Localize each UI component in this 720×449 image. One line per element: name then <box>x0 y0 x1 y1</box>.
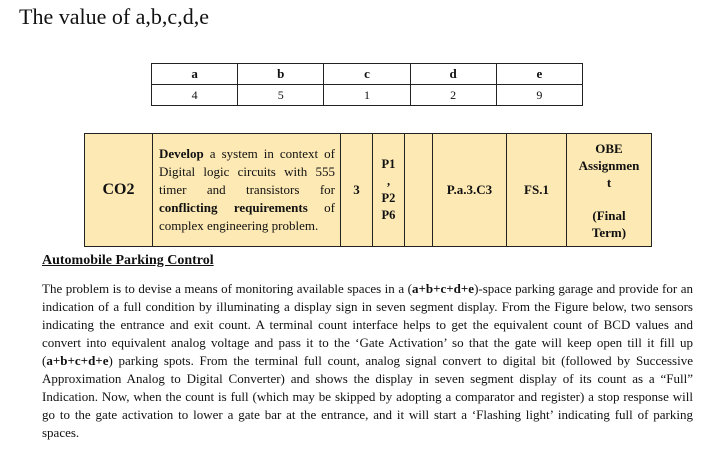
para-s3: ) parking spots. From the terminal full count, analog signal convert to digital bit (followed by Successive Approximation Analog to Digital Converter) and shows the display in seven segment display of its count as a “Full” Indication. Now, when the count is full (which may be skipped by adopting a comparator and register) a stop response will go to the gate activation to lower a gate bar at the entrance, and it will start a ‘Flashing light’ indicating full of parking spaces. <box>42 353 693 440</box>
value-b: 5 <box>238 85 324 106</box>
problem-paragraph <box>42 280 693 442</box>
values-table <box>151 63 583 106</box>
values-row <box>152 85 583 106</box>
value-d: 2 <box>410 85 496 106</box>
value-c: 1 <box>324 85 410 106</box>
obe-line5: Term) <box>591 224 627 240</box>
header-a: a <box>152 64 238 85</box>
po-p2: P2 <box>381 191 396 205</box>
obe-cell <box>567 134 652 247</box>
po-cell <box>373 134 405 247</box>
header-e: e <box>496 64 582 85</box>
obe-line3: t <box>606 174 612 190</box>
para-expr2: a+b+c+d+e <box>46 353 109 368</box>
obe-line1: OBE <box>595 140 623 156</box>
obe-line4: (Final <box>592 207 626 223</box>
desc-conflicting: conflicting requirements <box>159 200 308 215</box>
para-expr1: a+b+c+d+e <box>411 281 475 296</box>
co-description <box>153 134 341 247</box>
co-level: 3 <box>341 134 373 247</box>
para-s2: )-space parking garage and provide for an indication of a full condition by illuminating a display sign in seven segment display. From the Figure below, two sensors indicating the entrance and exit count. A terminal count interface helps to get the equivalent count of BCD values and convert into equivalent analog voltage and pass it to the ‘Gate Activation’ so that the gate will keep open till it fill up ( <box>42 281 693 368</box>
co-row <box>85 134 652 247</box>
desc-part2: of complex engineering problem. <box>159 200 335 233</box>
obe-line2: Assignmen <box>578 157 640 173</box>
empty-cell <box>405 134 433 247</box>
para-s1: The problem is to devise a means of monitoring available spaces in a ( <box>42 281 412 296</box>
header-b: b <box>238 64 324 85</box>
desc-develop: Develop <box>159 146 204 161</box>
desc-part1: a system in context of Digital logic circuits with 555 timer and transistors for <box>159 146 335 197</box>
value-a: 4 <box>152 85 238 106</box>
co-code: CO2 <box>85 134 153 247</box>
po-p6: P6 <box>381 208 396 222</box>
page-title: The value of a,b,c,d,e <box>19 4 209 29</box>
header-c: c <box>324 64 410 85</box>
values-header-row <box>152 64 583 85</box>
fs-code: FS.1 <box>507 134 567 247</box>
course-outcome-table <box>84 133 652 247</box>
po-p1: P1 <box>381 157 396 171</box>
obe-spacer <box>567 191 651 207</box>
section-heading: Automobile Parking Control <box>42 253 214 268</box>
header-d: d <box>410 64 496 85</box>
value-e: 9 <box>496 85 582 106</box>
pa-code: P.a.3.C3 <box>433 134 507 247</box>
po-comma: , <box>386 174 391 188</box>
